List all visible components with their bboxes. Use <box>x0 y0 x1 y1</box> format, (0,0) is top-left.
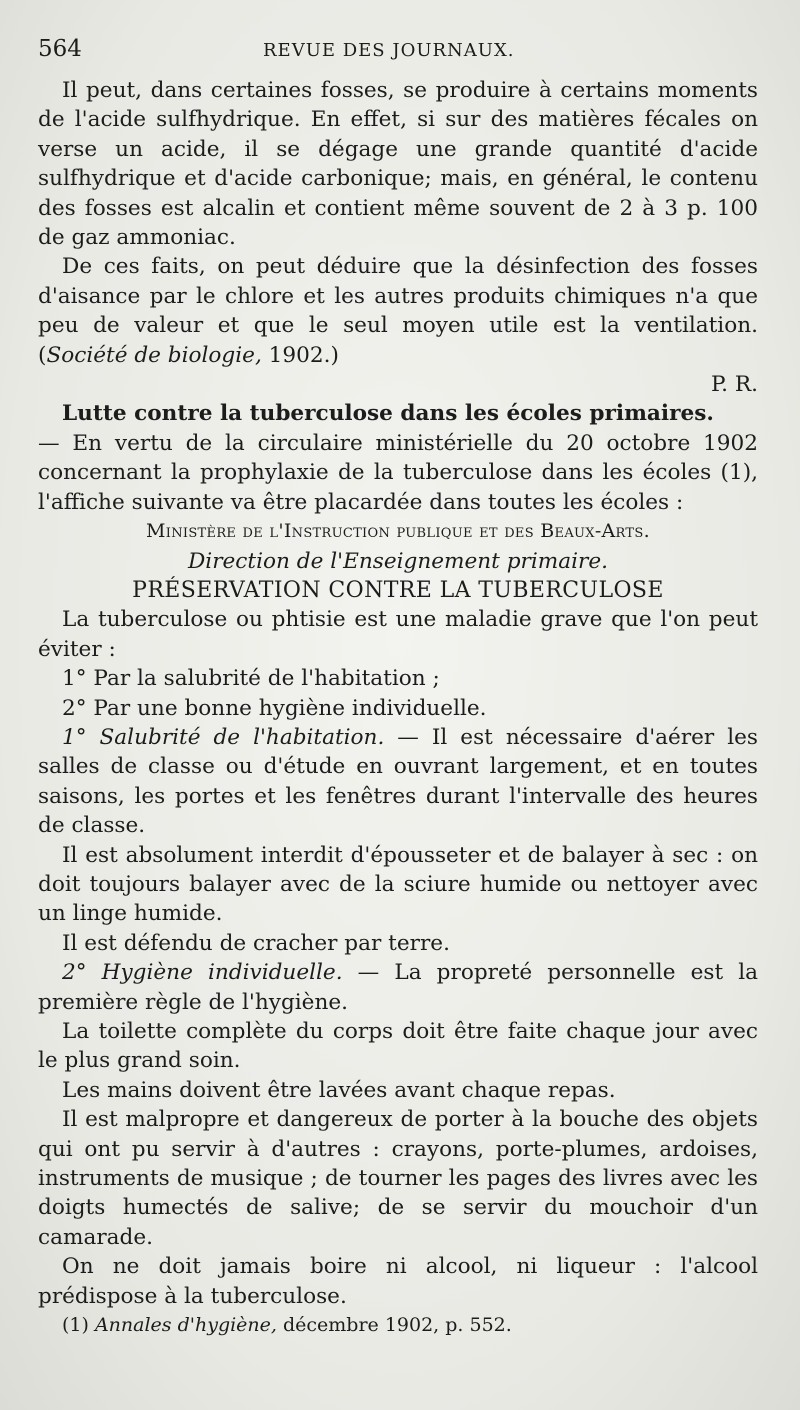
ministry-name: Ministère de l'Instruction publique et des Beaux-Arts. <box>146 520 650 543</box>
author-signature: P. R. <box>710 372 758 398</box>
paragraph-cracher: Il est défendu de cracher par terre. <box>62 930 450 956</box>
paragraph-toilette: La toilette complète du corps doit être faite chaque jour avec le plus grand soin. <box>38 1019 758 1074</box>
section-intro: — En vertu de la circulaire ministérielle du 20 octobre 1902 concernant la prophylaxie de la tuberculose dans les écoles (1), l'affiche suivante va être placardée dans toutes les écoles : <box>38 430 758 515</box>
heading-hygiene: 2° Hygiène individuelle. <box>62 960 343 986</box>
paragraph-mains: Les mains doivent être lavées avant chaque repas. <box>62 1077 616 1103</box>
affiche-title: PRÉSERVATION CONTRE LA TUBERCULOSE <box>132 577 664 603</box>
paragraph-malpropre: Il est malpropre et dangereux de porter à la bouche des objets qui ont pu servir à d'autres : crayons, porte-plumes, ardoises, instruments de musique ; de tourner les pages des livres avec les doigts humectés de salive; de se servir du mouchoir d'un camarade. <box>38 1107 758 1250</box>
paragraph-alcool: On ne doit jamais boire ni alcool, ni liqueur : l'alcool prédispose à la tuberculose. <box>38 1254 758 1309</box>
text-salubrite: — Il est nécessaire d'aérer les salles de classe ou d'étude en ouvrant largement, et en toutes saisons, les portes et les fenêtres durant l'intervalle des heures de classe. <box>38 724 758 839</box>
source-year: 1902.) <box>261 342 339 368</box>
footnote-source: Annales d'hygiène, <box>94 1314 277 1337</box>
section-title: Lutte contre la tuberculose dans les écoles primaires. <box>62 401 714 427</box>
ministry-heading <box>38 517 758 546</box>
heading-salubrite: 1° Salubrité de l'habitation. <box>62 724 385 750</box>
page-header <box>38 36 758 76</box>
list-item-1: 1° Par la salubrité de l'habitation ; <box>62 666 440 692</box>
page-body <box>38 76 758 1340</box>
footnote-rest: décembre 1902, p. 552. <box>276 1314 512 1337</box>
direction-heading: Direction de l'Enseignement primaire. <box>187 548 608 574</box>
footnote <box>38 1311 758 1340</box>
paragraph-hygiene <box>38 958 758 1017</box>
source-citation: Société de biologie, <box>46 342 262 368</box>
list-item-2: 2° Par une bonne hygiène individuelle. <box>62 695 487 721</box>
page-number: 564 <box>38 36 82 62</box>
paragraph-epousseter: Il est absolument interdit d'épousseter et de balayer à sec : on doit toujours balayer avec de la sciure humide ou nettoyer avec un linge humide. <box>38 842 758 927</box>
paragraph-salubrite <box>38 723 758 841</box>
paragraph-intro-2-text: De ces faits, on peut déduire que la désinfection des fosses d'aisance par le chlore et les autres produits chimiques n'a que peu de valeur et que le seul moyen utile est la ventilation. ( <box>38 254 758 368</box>
running-head: REVUE DES JOURNAUX. <box>263 40 515 61</box>
text-hygiene: — La propreté personnelle est la première règle de l'hygiène. <box>38 960 759 1015</box>
paragraph-intro-1: Il peut, dans certaines fosses, se produire à certains moments de l'acide sulfhydrique. En effet, si sur des matières fécales on verse un acide, il se dégage une grande quantité d'acide sulfhydrique et d'acide carbonique; mais, en général, le contenu des fosses est alcalin et contient même souvent de 2 à 3 p. 100 de gaz ammoniac. <box>38 78 758 251</box>
paragraph-intro-2 <box>38 252 758 370</box>
affiche-lead: La tuberculose ou phtisie est une maladie grave que l'on peut éviter : <box>38 607 758 662</box>
footnote-marker: (1) <box>62 1314 95 1337</box>
